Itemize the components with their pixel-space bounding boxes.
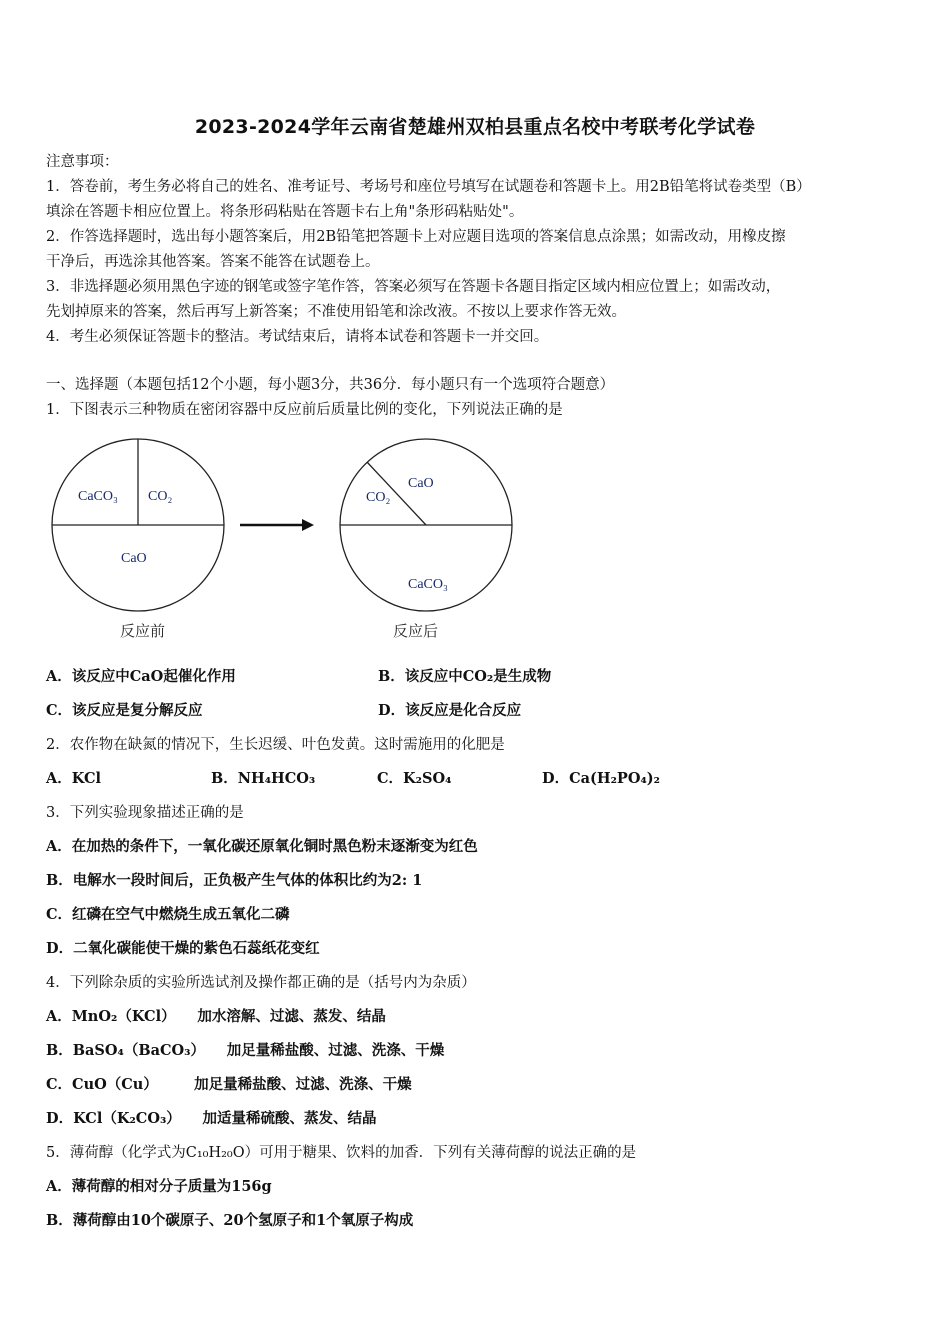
after-caco3-label: CaCO₃ (408, 577, 448, 592)
q1-option-b: B．该反应中CO₂是生成物 (378, 668, 552, 685)
q4-option-a: A．MnO₂（KCl） 加水溶解、过滤、蒸发、结晶 (46, 1008, 386, 1025)
notice-line-1: 1．答卷前，考生务必将自己的姓名、准考证号、考场号和座位号填写在试题卷和答题卡上。用2B铅笔将试卷类型（B） (46, 179, 811, 195)
q2-option-a: A．KCl (46, 770, 102, 787)
after-cao-label: CaO (408, 476, 434, 491)
notice-line-5: 3．非选择题必须用黑色字迹的钢笔或签字笔作答，答案必须写在答题卡各题目指定区域内相应位置上；如需改动， (46, 279, 781, 295)
q5-option-b: B．薄荷醇由10个碳原子、20个氢原子和1个氧原子构成 (46, 1212, 414, 1229)
notice-heading: 注意事项： (46, 154, 119, 170)
q4-option-b: B．BaSO₄（BaCO₃） 加足量稀盐酸、过滤、洗涤、干燥 (46, 1042, 445, 1059)
before-cao-label: CaO (121, 551, 147, 566)
after-co2-label: CO₂ (366, 490, 391, 505)
section-heading: 一、选择题（本题包括12个小题，每小题3分，共36分．每小题只有一个选项符合题意） (46, 377, 615, 393)
q3-option-b: B．电解水一段时间后，正负极产生气体的体积比约为2: 1 (46, 872, 423, 889)
notice-line-2: 填涂在答题卡相应位置上。将条形码粘贴在答题卡右上角"条形码粘贴处"。 (46, 204, 524, 220)
before-caption: 反应前 (120, 624, 166, 640)
q4-option-c: C．CuO（Cu） 加足量稀盐酸、过滤、洗涤、干燥 (46, 1076, 412, 1093)
before-caco3-label: CaCO₃ (78, 489, 118, 504)
after-caption: 反应后 (393, 624, 439, 640)
reaction-pie-diagram (40, 430, 540, 650)
question-2-stem: 2．农作物在缺氮的情况下，生长迟缓、叶色发黄。这时需施用的化肥是 (46, 737, 505, 753)
notice-line-6: 先划掉原来的答案，然后再写上新答案；不准使用铅笔和涂改液。不按以上要求作答无效。 (46, 304, 626, 320)
q3-option-c: C．红磷在空气中燃烧生成五氧化二磷 (46, 906, 290, 923)
before-co2-label: CO₂ (148, 489, 173, 504)
page-title: 2023-2024学年云南省楚雄州双柏县重点名校中考联考化学试卷 (194, 116, 756, 138)
q2-option-d: D．Ca(H₂PO₄)₂ (542, 770, 661, 787)
q1-option-a: A．该反应中CaO起催化作用 (46, 668, 236, 685)
notice-line-3: 2．作答选择题时，选出每小题答案后，用2B铅笔把答题卡上对应题目选项的答案信息点涂黑；如需改动，用橡皮擦 (46, 229, 786, 245)
notice-line-4: 干净后，再选涂其他答案。答案不能答在试题卷上。 (46, 254, 380, 270)
q2-option-c: C．K₂SO₄ (377, 770, 452, 787)
question-3-stem: 3．下列实验现象描述正确的是 (46, 805, 244, 821)
q4-option-d: D．KCl（K₂CO₃） 加适量稀硫酸、蒸发、结晶 (46, 1110, 377, 1127)
q5-option-a: A．薄荷醇的相对分子质量为156g (46, 1178, 272, 1195)
q1-option-c: C．该反应是复分解反应 (46, 702, 203, 719)
question-4-stem: 4．下列除杂质的实验所选试剂及操作都正确的是（括号内为杂质） (46, 975, 476, 991)
question-5-stem: 5．薄荷醇（化学式为C₁₀H₂₀O）可用于糖果、饮料的加香．下列有关薄荷醇的说法正确的是 (46, 1145, 637, 1161)
q1-option-d: D．该反应是化合反应 (378, 702, 522, 719)
notice-line-7: 4．考生必须保证答题卡的整洁。考试结束后，请将本试卷和答题卡一并交回。 (46, 329, 549, 345)
q3-option-a: A．在加热的条件下，一氧化碳还原氧化铜时黑色粉末逐渐变为红色 (46, 838, 478, 855)
question-1-stem: 1．下图表示三种物质在密闭容器中反应前后质量比例的变化，下列说法正确的是 (46, 402, 563, 418)
reaction-arrow-head (302, 519, 314, 531)
q3-option-d: D．二氧化碳能使干燥的紫色石蕊纸花变红 (46, 940, 320, 957)
q2-option-b: B．NH₄HCO₃ (211, 770, 316, 787)
